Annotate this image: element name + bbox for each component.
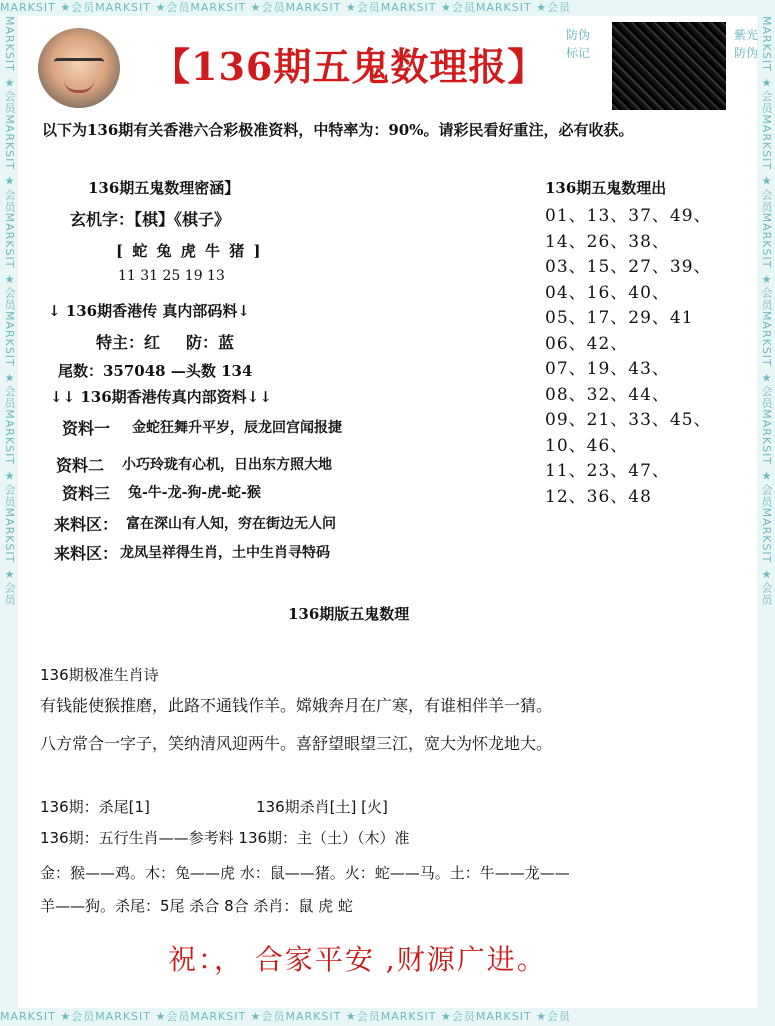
number-row: 10、46、 (545, 435, 629, 456)
source1-label: 来料区： (54, 515, 119, 534)
seal-left: 防伪标记 (566, 28, 591, 60)
number-row: 04、16、40、 (545, 282, 670, 303)
border-pattern: MARKSIT ★会员MARKSIT ★会员MARKSIT ★会员MARKSIT ★会员MARKSIT ★会员MARKSIT ★会员 (0, 1, 572, 14)
elements-line-2: 羊——狗。杀尾：5尾 杀合 8合 杀肖：鼠 虎 蛇 (40, 897, 353, 915)
data2-text: 小巧玲珑有心机，日出东方照大地 (122, 457, 332, 473)
source2-label: 来料区： (54, 544, 119, 563)
avatar (38, 28, 120, 108)
weishu-line: 尾数：357048 —头数 134 (58, 362, 253, 380)
section-title: 136期版五鬼数理 (288, 605, 410, 623)
kill-zodiac: 136期杀肖[土] [火] (256, 798, 388, 816)
number-panel-title: 136期五鬼数理出 (545, 179, 667, 197)
data2-label: 资料二 (56, 456, 105, 475)
header (30, 20, 759, 112)
number-row: 08、32、44、 (545, 384, 670, 405)
number-row: 03、15、27、39、 (545, 257, 712, 277)
zodiac-list: [ 蛇 兔 虎 牛 猪 ] (116, 242, 263, 260)
secret-title: 136期五鬼数理密涵】 (88, 179, 240, 197)
data3-label: 资料三 (62, 484, 111, 503)
data3-text: 兔-牛-龙-狗-虎-蛇-猴 (128, 485, 261, 501)
number-row: 12、36、48 (545, 486, 652, 507)
qr-code-icon (612, 22, 726, 110)
number-row: 14、26、38、 (545, 231, 670, 252)
elements-line-1: 金：猴——鸡。木：兔——虎 水：鼠——猪。火：蛇——马。土：牛——龙—— (40, 864, 570, 882)
xuanji-line: 玄机字：【棋】《棋子》 (70, 210, 231, 229)
number-row: 05、17、29、41 (545, 308, 694, 328)
kill-tail: 136期：杀尾[1] (40, 798, 150, 816)
intro-text: 以下为136期有关香港六合彩极准资料，中特率为：90%。请彩民看好重注，必有收获。 (42, 121, 634, 139)
number-row: 01、13、37、49、 (545, 206, 712, 226)
blessing: 祝：， 合家平安 ,财源广进。 (168, 943, 547, 976)
hk-internal-data: ↓↓ 136期香港传真内部资料↓↓ (50, 388, 272, 406)
poem-line-1: 有钱能使猴推磨，此路不通钱作羊。嫦娥奔月在广寒，有谁相伴羊一猜。 (40, 696, 553, 715)
number-panel (545, 177, 712, 510)
glasses-shape (54, 58, 104, 71)
data1-label: 资料一 (62, 419, 111, 438)
number-row: 06、42、 (545, 333, 629, 354)
border-right (757, 16, 775, 1008)
seal-right: 紫光防伪 (734, 28, 759, 60)
zodiac-numbers: 11 31 25 19 13 (118, 268, 225, 284)
fang-label: 防：蓝 (186, 333, 235, 352)
number-row: 07、19、43、 (545, 359, 670, 379)
tezhu-label: 特主：红 (96, 333, 161, 352)
data1-text: 金蛇狂舞升平岁，辰龙回宫闻报捷 (132, 420, 342, 436)
hk-internal-code: ↓ 136期香港传 真内部码料↓ (48, 302, 250, 320)
number-list (545, 204, 712, 510)
poem-line-2: 八方常合一字子，笑纳清风迎两牛。喜舒望眼望三江，宽大为怀龙地大。 (40, 734, 553, 753)
page-title: 【136期五鬼数理报】 (152, 44, 547, 89)
poem-title: 136期极准生肖诗 (40, 666, 159, 684)
border-pattern: MARKSIT ★会员MARKSIT ★会员MARKSIT ★会员MARKSIT ★会员MARKSIT ★会员MARKSIT ★会员 (760, 16, 773, 606)
source2-text: 龙凤呈祥得生肖，土中生肖寻特码 (120, 545, 330, 561)
number-row: 09、21、33、45、 (545, 410, 712, 430)
number-row: 11、23、47、 (545, 461, 670, 481)
border-pattern: MARKSIT ★会员MARKSIT ★会员MARKSIT ★会员MARKSIT ★会员MARKSIT ★会员MARKSIT ★会员 (0, 1010, 572, 1023)
source1-text: 富在深山有人知，穷在街边无人问 (126, 516, 336, 532)
smile-shape (64, 80, 94, 93)
border-pattern: MARKSIT ★会员MARKSIT ★会员MARKSIT ★会员MARKSIT ★会员MARKSIT ★会员MARKSIT ★会员 (3, 16, 16, 606)
wuxing-line: 136期：五行生肖——参考料 136期：主（土）（木）准 (40, 829, 410, 847)
border-left (0, 16, 18, 1008)
border-bottom (0, 1008, 775, 1026)
border-top (0, 0, 775, 16)
